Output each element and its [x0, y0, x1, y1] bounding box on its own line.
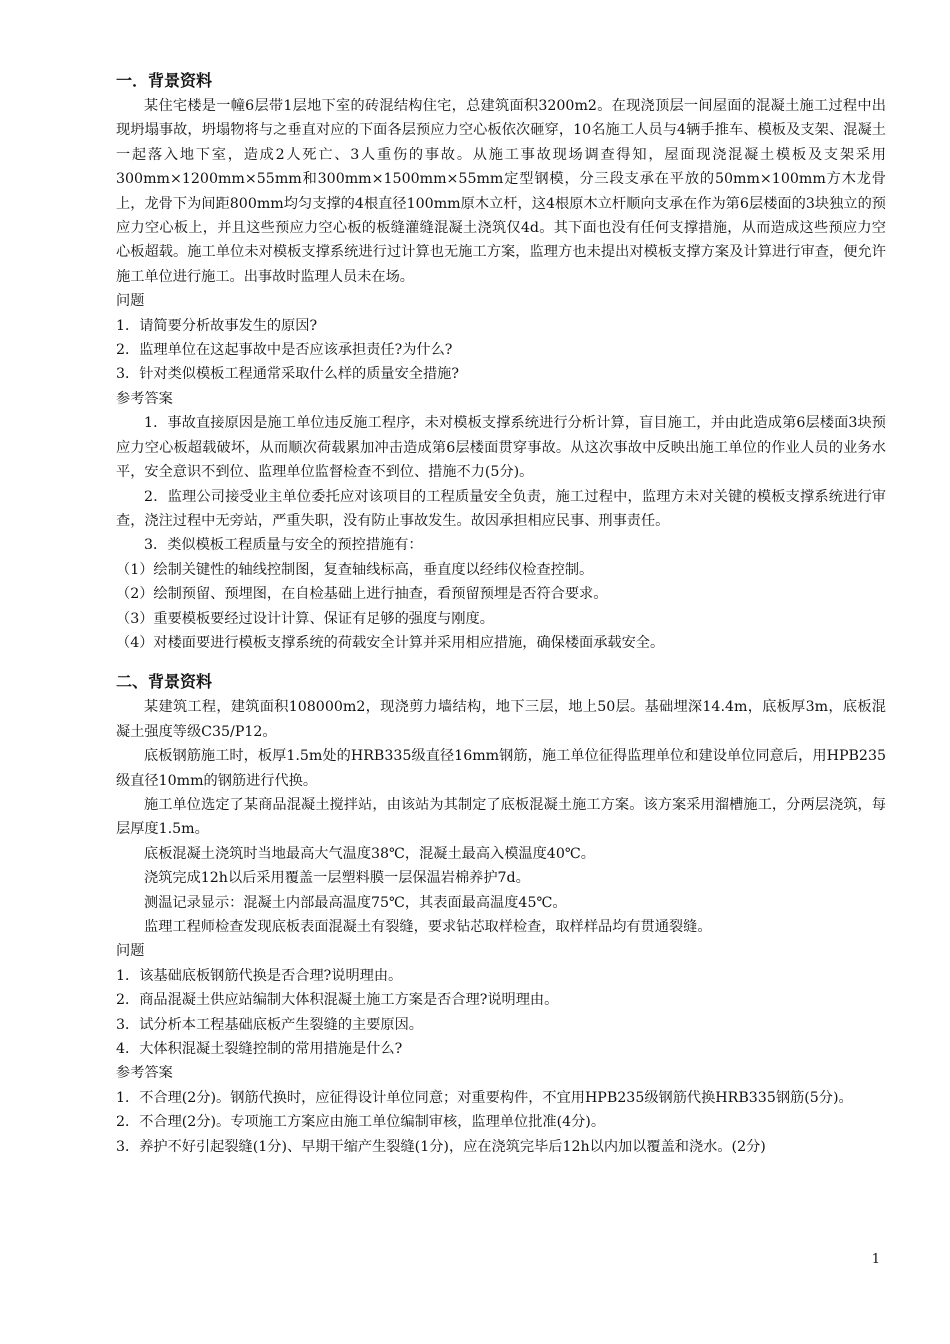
section1-questions-label: 问题	[116, 293, 145, 310]
page-number: 1	[871, 1252, 880, 1267]
section1-measure: （2）绘制预留、预埋图，在自检基础上进行抽查，看预留预埋是否符合要求。	[116, 586, 608, 603]
section2-background: 底板混凝土浇筑时当地最高大气温度38℃，混凝土最高入模温度40℃。	[144, 845, 595, 862]
section2-question: 4．大体积混凝土裂缝控制的常用措施是什么?	[116, 1041, 403, 1058]
section2-background: 测温记录显示：混凝土内部最高温度75℃，其表面最高温度45℃。	[144, 894, 567, 911]
section2-background: 某建筑工程，建筑面积108000m2，现浇剪力墙结构，地下三层，地上50层。基础埋深14.4m，底板厚3m，底板混凝土强度等级C35/P12。	[116, 699, 886, 740]
section1-answer: 3．类似模板工程质量与安全的预控措施有：	[144, 537, 423, 554]
section1-answer: 2．监理公司接受业主单位委托应对该项目的工程质量安全负责，施工过程中，监理方未对关键的模板支撑系统进行审查，浇注过程中无旁站，严重失职，没有防止事故发生。故因承担相应民事、刑事责任。	[116, 488, 886, 529]
section1-background: 某住宅楼是一幢6层带1层地下室的砖混结构住宅，总建筑面积3200m2。在现浇顶层一间屋面的混凝土施工过程中出现坍塌事故，坍塌物将与之垂直对应的下面各层预应力空心板依次砸穿，10名施工人员与4辆手推车、模板及支架、混凝土一起落入地下室，造成2人死亡、3人重伤的事故。从施工事故现场调查得知，屋面现浇混凝土模板及支架采用300mm×1200mm×55mm和300mm×1500mm×55mm定型钢模，分三段支承在平放的50mm×100mm方木龙骨上，龙骨下为间距800mm均匀支撑的4根直径100mm原木立杆，这4根原木立杆顺向支承在作为第6层楼面的3块独立的预应力空心板上，并且这些预应力空心板的板缝灌缝混凝土浇筑仅4d。其下面也没有任何支撑措施，从而造成这些预应力空心板超载。施工单位未对模板支撑系统进行过计算也无施工方案，监理方也未提出对模板支撑方案及计算进行审查，便允许施工单位进行施工。出事故时监理人员未在场。	[116, 98, 886, 285]
section1-question: 3．针对类似模板工程通常采取什么样的质量安全措施?	[116, 366, 459, 383]
section2-title: 二、背景资料	[116, 672, 213, 692]
section2-background: 底板钢筋施工时，板厚1.5m处的HRB335级直径16mm钢筋，施工单位征得监理单位和建设单位同意后，用HPB235级直径10mm的钢筋进行代换。	[116, 748, 886, 789]
section1-measure: （3）重要模板要经过设计计算、保证有足够的强度与刚度。	[116, 610, 494, 627]
section1-answers-label: 参考答案	[116, 390, 173, 407]
document-body	[116, 68, 886, 1159]
section2-answer: 2．不合理(2分)。专项施工方案应由施工单位编制审核，监理单位批准(4分)。	[116, 1114, 606, 1131]
section2-questions-label: 问题	[116, 943, 145, 960]
section1-measure: （4）对楼面要进行模板支撑系统的荷载安全计算并采用相应措施，确保楼面承载安全。	[116, 634, 665, 651]
section2-question: 3．试分析本工程基础底板产生裂缝的主要原因。	[116, 1016, 423, 1033]
section-divider	[116, 655, 886, 669]
section2-question: 2．商品混凝土供应站编制大体积混凝土施工方案是否合理?说明理由。	[116, 992, 559, 1009]
section2-question: 1．该基础底板钢筋代换是否合理?说明理由。	[116, 967, 403, 984]
section1-question: 2．监理单位在这起事故中是否应该承担责任?为什么?	[116, 342, 453, 359]
section1-answer: 1．事故直接原因是施工单位违反施工程序，未对模板支撑系统进行分析计算，盲目施工，并由此造成第6层楼面3块预应力空心板超载破坏，从而顺次荷载累加冲击造成第6层楼面贯穿事故。从这次事故中反映出施工单位的作业人员的业务水平，安全意识不到位、监理单位监督检查不到位、措施不力(5分)。	[116, 415, 886, 481]
section1-measure: （1）绘制关键性的轴线控制图，复查轴线标高，垂直度以经纬仪检查控制。	[116, 561, 594, 578]
section2-answers-label: 参考答案	[116, 1065, 173, 1082]
section2-answer: 1．不合理(2分)。钢筋代换时，应征得设计单位同意；对重要构件，不宜用HPB235级钢筋代换HRB335钢筋(5分)。	[116, 1089, 853, 1106]
section1-title: 一．背景资料	[116, 71, 213, 90]
section2-answer: 3．养护不好引起裂缝(1分)、早期干缩产生裂缝(1分)，应在浇筑完毕后12h以内加以覆盖和浇水。(2分)	[116, 1138, 766, 1155]
section2-background: 浇筑完成12h以后采用覆盖一层塑料膜一层保温岩棉养护7d。	[144, 870, 530, 887]
section2-background: 施工单位选定了某商品混凝土搅拌站，由该站为其制定了底板混凝土施工方案。该方案采用溜槽施工，分两层浇筑，每层厚度1.5m。	[116, 796, 886, 838]
section2-background: 监理工程师检查发现底板表面混凝土有裂缝，要求钻芯取样检查，取样样品均有贯通裂缝。	[144, 919, 712, 935]
section1-question: 1．请简要分析故事发生的原因?	[116, 317, 318, 334]
